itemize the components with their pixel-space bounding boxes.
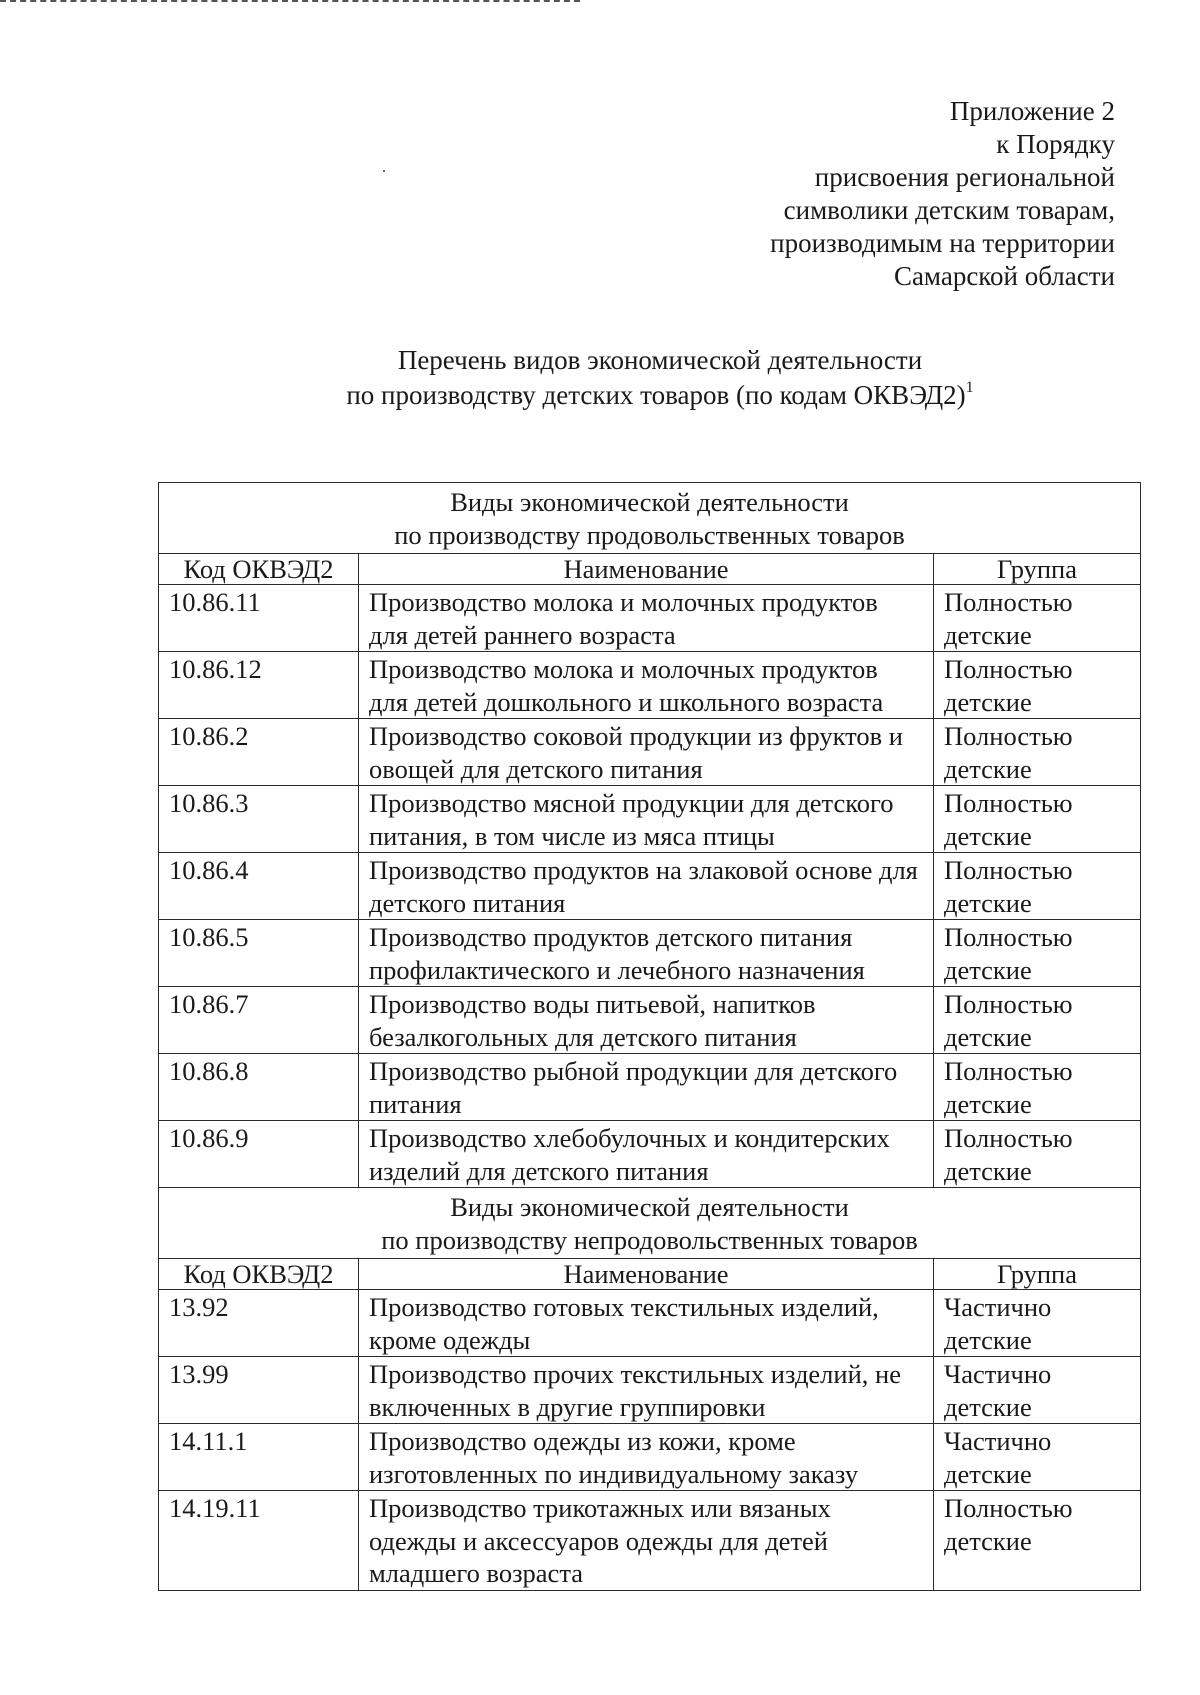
table-row	[159, 652, 1141, 719]
okved-code-cell: 13.99	[159, 1357, 359, 1424]
appendix-block	[515, 95, 1115, 293]
group-cell: Полностью детские	[934, 719, 1141, 786]
group-cell: Частично детские	[934, 1290, 1141, 1357]
scan-edge-dashes	[0, 0, 580, 2]
appendix-line: символики детским товарам,	[783, 195, 1115, 225]
section-heading-row	[159, 1188, 1141, 1259]
column-header-name: Наименование	[359, 554, 934, 585]
activity-name-cell: Производство соковой продукции из фруктов и овощей для детского питания	[359, 719, 934, 786]
group-cell: Полностью детские	[934, 987, 1141, 1054]
table-row	[159, 1424, 1141, 1491]
activity-name-cell: Производство прочих текстильных изделий, не включенных в другие группировки	[359, 1357, 934, 1424]
table-row	[159, 1054, 1141, 1121]
table-row	[159, 853, 1141, 920]
group-cell: Полностью детские	[934, 1054, 1141, 1121]
section-heading-line-1: Виды экономической деятельности	[450, 487, 849, 517]
section-heading	[159, 1188, 1141, 1259]
activity-name-cell: Производство рыбной продукции для детского питания	[359, 1054, 934, 1121]
okved-code-cell: 10.86.2	[159, 719, 359, 786]
group-cell: Полностью детские	[934, 853, 1141, 920]
activity-name-cell: Производство молока и молочных продуктов для детей дошкольного и школьного возраста	[359, 652, 934, 719]
section-heading-line-2: по производству непродовольственных товаров	[381, 1224, 918, 1255]
table-row	[159, 719, 1141, 786]
okved-code-cell: 10.86.4	[159, 853, 359, 920]
section-heading-line-2: по производству продовольственных товаров	[394, 519, 905, 550]
title-line-2	[0, 378, 1200, 413]
activity-name-cell: Производство мясной продукции для детского питания, в том числе из мяса птицы	[359, 786, 934, 853]
appendix-line: производимым на территории	[770, 228, 1115, 258]
title-line-2-text: по производству детских товаров (по кодам ОКВЭД2)	[346, 380, 966, 410]
section-heading-line-1: Виды экономической деятельности	[450, 1192, 849, 1222]
column-header-code: Код ОКВЭД2	[159, 554, 359, 585]
appendix-line: к Порядку	[996, 129, 1115, 159]
group-cell: Частично детские	[934, 1357, 1141, 1424]
group-cell: Полностью детские	[934, 585, 1141, 652]
okved-code-cell: 14.19.11	[159, 1491, 359, 1591]
okved-code-cell: 10.86.12	[159, 652, 359, 719]
title-line-1: Перечень видов экономической деятельности	[397, 345, 923, 375]
column-header-row	[159, 554, 1141, 585]
table-row	[159, 1491, 1141, 1591]
activity-name-cell: Производство молока и молочных продуктов для детей раннего возраста	[359, 585, 934, 652]
okved-code-cell: 14.11.1	[159, 1424, 359, 1491]
column-header-name: Наименование	[359, 1259, 934, 1290]
section-heading-row	[159, 483, 1141, 554]
group-cell: Частично детские	[934, 1424, 1141, 1491]
okved-code-cell: 10.86.5	[159, 920, 359, 987]
okved-code-cell: 10.86.11	[159, 585, 359, 652]
column-header-code: Код ОКВЭД2	[159, 1259, 359, 1290]
appendix-line: Приложение 2	[949, 96, 1115, 126]
group-cell: Полностью детские	[934, 652, 1141, 719]
okved-code-cell: 10.86.9	[159, 1121, 359, 1188]
column-header-group: Группа	[934, 1259, 1141, 1290]
group-cell: Полностью детские	[934, 920, 1141, 987]
group-cell: Полностью детские	[934, 786, 1141, 853]
activity-name-cell: Производство трикотажных или вязаных одежды и аксессуаров одежды для детей младшего возраста	[359, 1491, 934, 1591]
section-heading	[159, 483, 1141, 554]
okved-table-body	[159, 483, 1141, 1591]
okved-table	[158, 482, 1141, 1591]
appendix-line: Самарской области	[893, 261, 1115, 291]
table-row	[159, 1121, 1141, 1188]
footnote-mark: 1	[965, 379, 974, 396]
okved-code-cell: 10.86.8	[159, 1054, 359, 1121]
group-cell: Полностью детские	[934, 1491, 1141, 1591]
okved-code-cell: 10.86.3	[159, 786, 359, 853]
activity-name-cell: Производство воды питьевой, напитков безалкогольных для детского питания	[359, 987, 934, 1054]
document-title	[0, 343, 1200, 413]
okved-code-cell: 10.86.7	[159, 987, 359, 1054]
appendix-line: присвоения региональной	[814, 162, 1115, 192]
column-header-row	[159, 1259, 1141, 1290]
table-row	[159, 1357, 1141, 1424]
okved-code-cell: 13.92	[159, 1290, 359, 1357]
activity-name-cell: Производство хлебобулочных и кондитерских изделий для детского питания	[359, 1121, 934, 1188]
activity-name-cell: Производство продуктов детского питания профилактического и лечебного назначения	[359, 920, 934, 987]
table-row	[159, 920, 1141, 987]
table-row	[159, 1290, 1141, 1357]
activity-name-cell: Производство продуктов на злаковой основе для детского питания	[359, 853, 934, 920]
table-row	[159, 987, 1141, 1054]
group-cell: Полностью детские	[934, 1121, 1141, 1188]
column-header-group: Группа	[934, 554, 1141, 585]
activity-name-cell: Производство одежды из кожи, кроме изготовленных по индивидуальному заказу	[359, 1424, 934, 1491]
table-row	[159, 786, 1141, 853]
activity-name-cell: Производство готовых текстильных изделий, кроме одежды	[359, 1290, 934, 1357]
table-row	[159, 585, 1141, 652]
scan-speck	[383, 170, 385, 172]
